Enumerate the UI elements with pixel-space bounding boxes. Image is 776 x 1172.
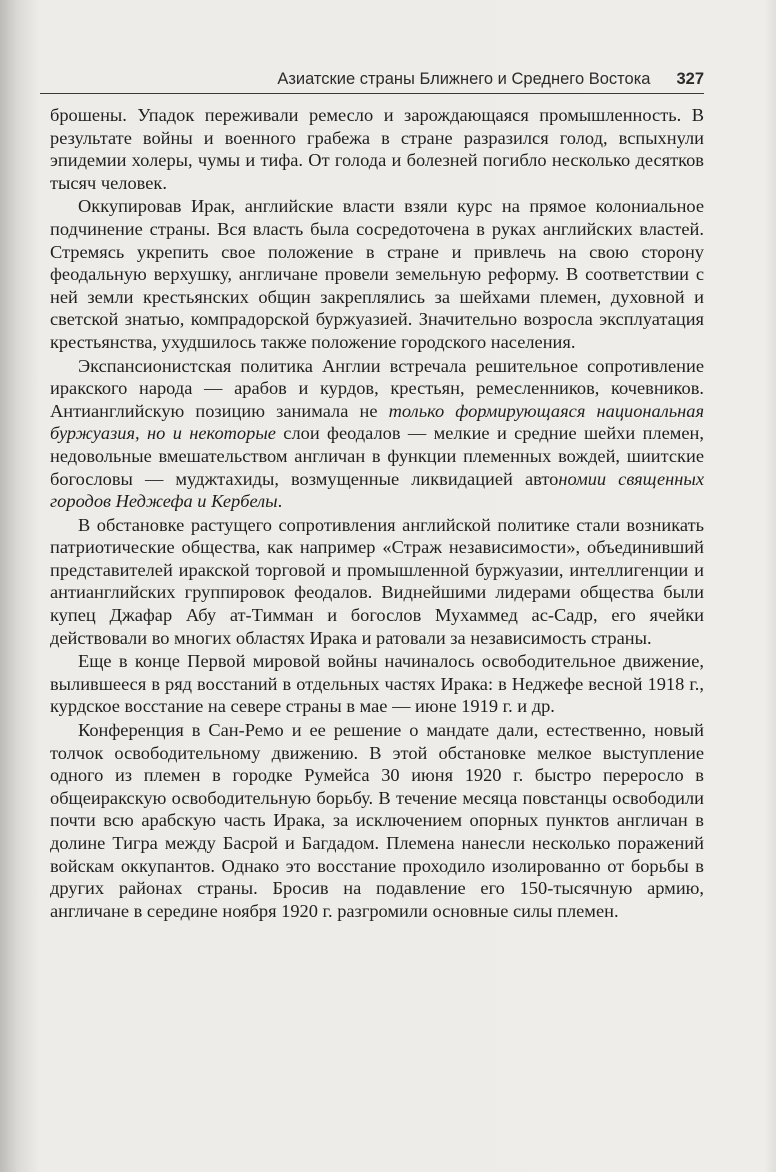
body-text <box>50 104 704 922</box>
paragraph-3-text-c: . <box>277 491 283 512</box>
paragraph-6: Конференция в Сан-Ремо и ее решение о мандате дали, естественно, новый толчок освободительному движению. В этой обстановке мелкое выступление одного из племен в городке Румейса 30 июня 1920 г. быстро переросло в общеиракскую освободительную борьбу. В течение месяца повстанцы освободили почти всю арабскую часть Ирака, за исключением опорных пунктов англичан в долине Тигра между Басрой и Багдадом. Племена нанесли несколько поражений войскам оккупантов. Однако это восстание проходило изолированно от борьбы в других районах страны. Бросив на подавление его 150-тысячную армию, англичане в середине ноября 1920 г. разгромили основные силы племен. <box>50 720 704 921</box>
page-number: 327 <box>676 70 704 88</box>
paragraph-3 <box>50 355 704 513</box>
paragraph-3-text-b: слои феодалов — мелкие и средние шейхи племен, недовольные вмешательством англичан в функции племенных вождей, шиитские богословы — муджтахиды, возмущенные ликвидацией авто <box>50 423 704 489</box>
page-header <box>40 64 704 94</box>
paragraph-3-italic-b: номии священных городов Неджефа и Кербелы <box>50 468 705 512</box>
paragraph-3-italic-a: только формирующаяся национальная буржуазия, но и некоторые <box>50 400 705 444</box>
paragraph-4: В обстановке растущего сопротивления английской политике стали возникать патриотические общества, как например «Страж независимости», объединивший представителей иракской торговой и промышленной буржуазии, интеллигенции и антианглийских группировок феодалов. Виднейшими лидерами общества были купец Джафар Абу ат-Тимман и богослов Мухаммед ас-Садр, его ячейки действовали во многих областях Ирака и ратовали за независимость страны. <box>50 514 704 648</box>
running-title: Азиатские страны Ближнего и Среднего Востока <box>277 70 651 88</box>
paragraph-2: Оккупировав Ирак, английские власти взяли курс на прямое колониальное подчинение страны. Вся власть была сосредоточена в руках английских властей. Стремясь укрепить свое положение в стране и привлечь на свою сторону феодальную верхушку, англичане провели земельную реформу. В соответствии с ней земли крестьянских общин закреплялись за шейхами племен, духовной и светской знатью, компрадорской буржуазией. Значительно возросла эксплуатация крестьянства, ухудшилось также положение городского населения. <box>50 196 704 352</box>
paragraph-3-text-a: Экспансионистская политика Англии встречала решительное сопротивление иракского народа — арабов и курдов, крестьян, ремесленников, кочевников. Антианглийскую позицию занимала не <box>50 355 704 421</box>
paragraph-5: Еще в конце Первой мировой войны начиналось освободительное движение, вылившееся в ряд восстаний в отдельных частях Ирака: в Неджефе весной 1918 г., курдское восстание на севере страны в мае — июне 1919 г. и др. <box>50 651 704 717</box>
paragraph-1: брошены. Упадок переживали ремесло и зарождающаяся промышленность. В результате войны и военного грабежа в стране разразился голод, вспыхнули эпидемии холеры, чумы и тифа. От голода и болезней погибло несколько десятков тысяч человек. <box>50 105 704 193</box>
